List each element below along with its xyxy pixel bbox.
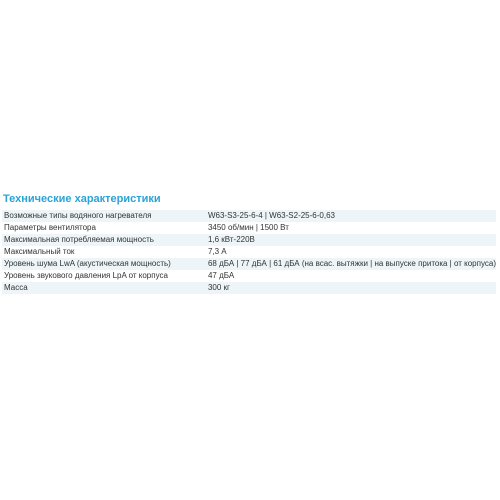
- table-row: [2, 246, 496, 258]
- spec-value-pressure-lpa: 47 дБА: [207, 271, 235, 280]
- spec-value-max-power: 1,6 кВт-220В: [203, 234, 496, 246]
- specs-table: [2, 210, 496, 294]
- table-row: [2, 258, 496, 270]
- spec-value-noise-lwa: 68 дБА | 77 дБА | 61 дБА (на всас. вытяжки | на выпуске притока | от корпуса): [203, 258, 496, 270]
- table-row: [2, 210, 496, 222]
- spec-label-max-current: Максимальный ток: [4, 247, 75, 256]
- table-row: [2, 270, 496, 282]
- spec-value-fan-params: 3450 об/мин | 1500 Вт: [207, 223, 289, 232]
- section-title: Технические характеристики: [3, 193, 161, 205]
- spec-label-noise-lwa: Уровень шума LwA (акустическая мощность): [2, 258, 203, 270]
- spec-value-heater-types: W63-S3-25-6-4 | W63-S2-25-6-0,63: [203, 210, 496, 222]
- spec-label-heater-types: Возможные типы водяного нагревателя: [2, 210, 203, 222]
- table-row: [2, 282, 496, 294]
- table-row: [2, 222, 496, 234]
- spec-label-fan-params: Параметры вентилятора: [4, 223, 96, 232]
- spec-value-max-current: 7,3 А: [207, 247, 227, 256]
- spec-label-mass: Масса: [2, 282, 203, 294]
- spec-label-max-power: Максимальная потребляемая мощность: [2, 234, 203, 246]
- spec-value-mass: 300 кг: [203, 282, 496, 294]
- table-row: [2, 234, 496, 246]
- spec-label-pressure-lpa: Уровень звукового давления LpA от корпуса: [4, 271, 168, 280]
